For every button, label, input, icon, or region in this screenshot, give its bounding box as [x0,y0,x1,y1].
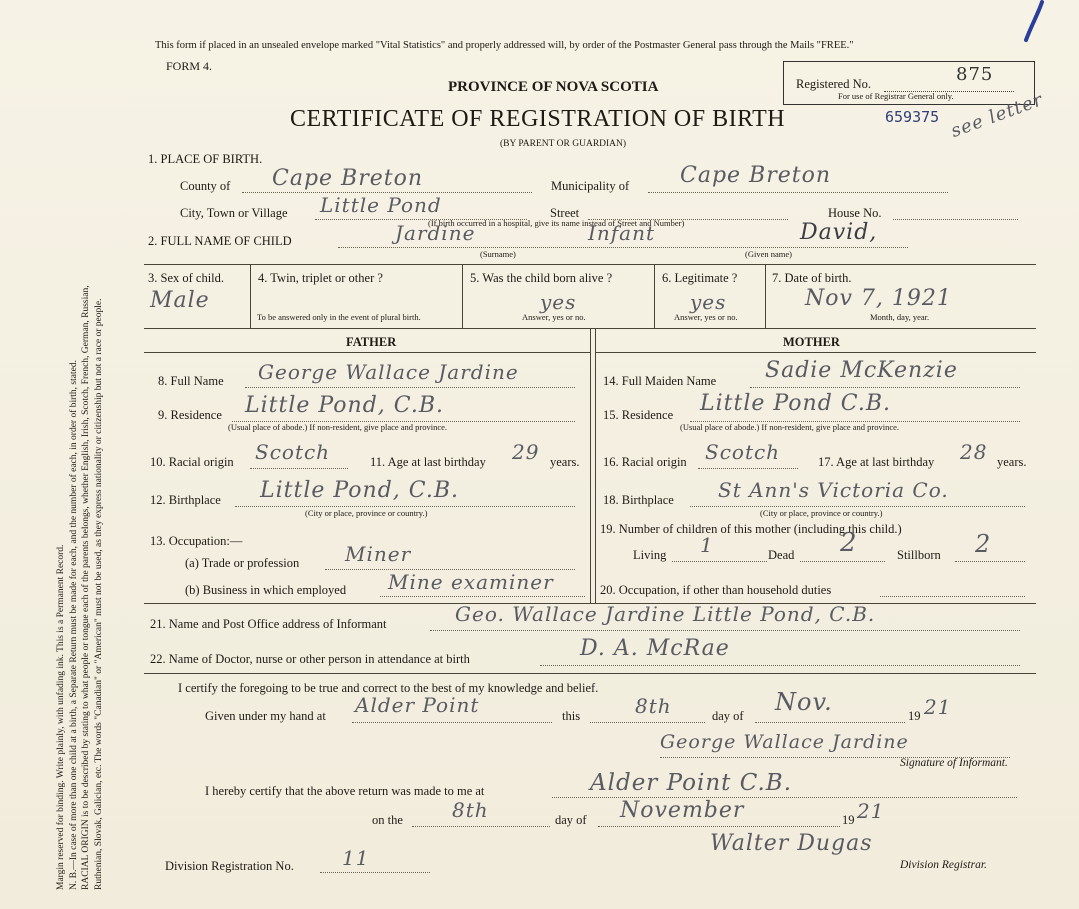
registrar-year-suffix: 21 [857,799,885,823]
born-alive-label: 5. Was the child born alive ? [470,271,613,285]
trade-value: Miner [345,542,412,566]
registrar-statement: I hereby certify that the above return was made to me at [205,784,485,798]
municipality-label: Municipality of [551,179,630,193]
sex-value: Male [150,288,210,313]
certificate-subtitle: (BY PARENT OR GUARDIAN) [500,139,627,149]
given-day-value: 8th [635,694,672,718]
father-age-value: 29 [512,440,540,464]
margin-note-racial-origin-cont: Ruthenian, Slovak, Galician, etc. The words "Canadian" or "American" must not be used, as they express nationality or citizenship but not a race or people. [93,298,104,890]
mother-age-value: 28 [960,440,988,464]
father-heading: FATHER [346,335,397,349]
informant-signature-caption: Signature of Informant. [900,757,1008,769]
registrar-year-prefix: 19 [842,813,855,827]
date-of-birth-note: Month, day, year. [870,312,930,322]
municipality-value: Cape Breton [680,163,832,188]
registered-number: 875 [956,64,994,85]
form-number: FORM 4. [166,59,213,73]
division-registration-label: Division Registration No. [165,859,294,873]
city-label: City, Town or Village [180,206,288,220]
trade-label: (a) Trade or profession [185,556,300,570]
born-alive-value: yes [540,290,577,314]
ink-stroke-mark [1020,0,1050,44]
father-race-label: 10. Racial origin [150,455,234,469]
given-day-of-label: day of [712,709,744,723]
mother-years: years. [997,455,1027,469]
house-number-label: House No. [828,206,882,220]
informant-certify-statement: I certify the foregoing to be true and correct to the best of my knowledge and belief. [178,681,599,695]
living-label: Living [633,548,667,562]
county-label: County of [180,179,231,193]
father-residence-note: (Usual place of abode.) If non-resident, give place and province. [228,422,448,432]
province-heading: PROVINCE OF NOVA SCOTIA [448,79,659,95]
business-value: Mine examiner [388,570,554,594]
stillborn-label: Stillborn [897,548,941,562]
occupation-heading: 13. Occupation:— [150,534,243,548]
child-name-label: 2. FULL NAME OF CHILD [148,234,292,248]
business-label: (b) Business in which employed [185,583,347,597]
given-year-prefix: 19 [908,709,921,723]
dead-value: 2 [840,528,858,558]
child-middle-name: Infant [588,221,656,245]
father-residence-value: Little Pond, C.B. [245,393,444,418]
sex-label: 3. Sex of child. [148,271,225,285]
father-years: years. [550,455,580,469]
mother-birthplace-value: St Ann's Victoria Co. [718,478,949,502]
father-name-label: 8. Full Name [158,374,224,388]
born-alive-note: Answer, yes or no. [522,312,586,322]
given-under-hand-label: Given under my hand at [205,709,326,723]
doctor-value: D. A. McRae [580,636,730,661]
child-surname: Jardine [395,221,476,245]
given-month-value: Nov. [775,688,833,716]
child-given-name: David, [800,220,878,245]
mother-residence-label: 15. Residence [603,408,674,422]
registrar-month-value: November [620,798,745,823]
twin-note: To be answered only in the event of plural birth. [257,312,421,322]
father-name-value: George Wallace Jardine [258,360,519,384]
hospital-note: (If birth occurred in a hospital, give its name instead of Street and Number) [428,218,685,228]
margin-note-racial-origin: RACIAL ORIGIN is to be described by stating to what people or tongue each of the parents belongs, whether English, Irish, Scotch, French, German, Russian, [81,285,91,890]
mother-race-value: Scotch [705,440,781,464]
mother-birthplace-note: (City or place, province or country.) [760,508,883,518]
legitimate-label: 6. Legitimate ? [662,271,738,285]
father-age-label: 11. Age at last birthday [370,455,486,469]
given-place-value: Alder Point [355,693,480,717]
given-year-suffix: 21 [924,695,952,719]
dead-label: Dead [768,548,795,562]
father-birthplace-value: Little Pond, C.B. [260,478,459,503]
margin-notes [55,70,105,890]
living-value: 1 [700,533,714,557]
legitimate-value: yes [690,290,727,314]
margin-scrawl: see letter [948,89,1046,142]
mother-occupation-label: 20. Occupation, if other than household duties [600,583,832,597]
mother-residence-note: (Usual place of abode.) If non-resident, give place and province. [680,422,900,432]
mother-heading: MOTHER [783,335,840,349]
margin-note-binding: Margin reserved for binding. Write plainly, with unfading ink. This is a Permanent Record. [56,544,66,890]
city-value: Little Pond [320,193,442,217]
doctor-label: 22. Name of Doctor, nurse or other person in attendance at birth [150,652,470,666]
registrar-use-note: For use of Registrar General only. [838,91,954,101]
twin-label: 4. Twin, triplet or other ? [258,271,383,285]
registered-number-box [783,61,1035,105]
mail-notice: This form if placed in an unsealed envelope marked "Vital Statistics" and properly addressed will, by order of the Postmaster General pass through the Mails "FREE." [155,40,854,51]
mother-age-label: 17. Age at last birthday [818,455,935,469]
date-of-birth-label: 7. Date of birth. [772,271,852,285]
this-label: this [562,709,581,723]
registrar-day-of-label: day of [555,813,587,827]
surname-caption: (Surname) [480,249,516,259]
registrar-signature-caption: Division Registrar. [900,859,987,871]
father-race-value: Scotch [255,440,331,464]
stamped-number: 659375 [885,108,940,126]
mother-residence-value: Little Pond C.B. [700,391,891,416]
certificate-title: CERTIFICATE OF REGISTRATION OF BIRTH [290,106,786,132]
registered-label: Registered No. [796,77,871,91]
registrar-on-label: on the [372,813,403,827]
informant-label: 21. Name and Post Office address of Informant [150,617,387,631]
informant-value: Geo. Wallace Jardine Little Pond, C.B. [455,602,876,626]
children-count-label: 19. Number of children of this mother (including this child.) [600,522,902,536]
father-birthplace-label: 12. Birthplace [150,493,221,507]
street-label: Street [550,206,580,220]
mother-name-label: 14. Full Maiden Name [603,374,717,388]
registrar-signature: Walter Dugas [710,831,873,856]
mother-birthplace-label: 18. Birthplace [603,493,674,507]
date-of-birth-value: Nov 7, 1921 [805,286,952,311]
given-name-caption: (Given name) [745,249,792,259]
informant-signature: George Wallace Jardine [660,731,909,753]
registrar-day-value: 8th [452,798,489,822]
margin-note-multiple-births: N. B.—In case of more than one child at a birth, a Separate Return must be made for each, and the number of each, in order of birth, stated. [68,360,79,890]
stillborn-value: 2 [975,530,992,558]
mother-name-value: Sadie McKenzie [765,358,958,383]
mother-race-label: 16. Racial origin [603,455,687,469]
father-birthplace-note: (City or place, province or country.) [305,508,428,518]
father-residence-label: 9. Residence [158,408,222,422]
legitimate-note: Answer, yes or no. [674,312,738,322]
division-registration-value: 11 [342,846,370,870]
county-value: Cape Breton [272,166,424,191]
registrar-place-value: Alder Point C.B. [590,770,793,796]
place-of-birth-heading: 1. PLACE OF BIRTH. [148,152,263,166]
